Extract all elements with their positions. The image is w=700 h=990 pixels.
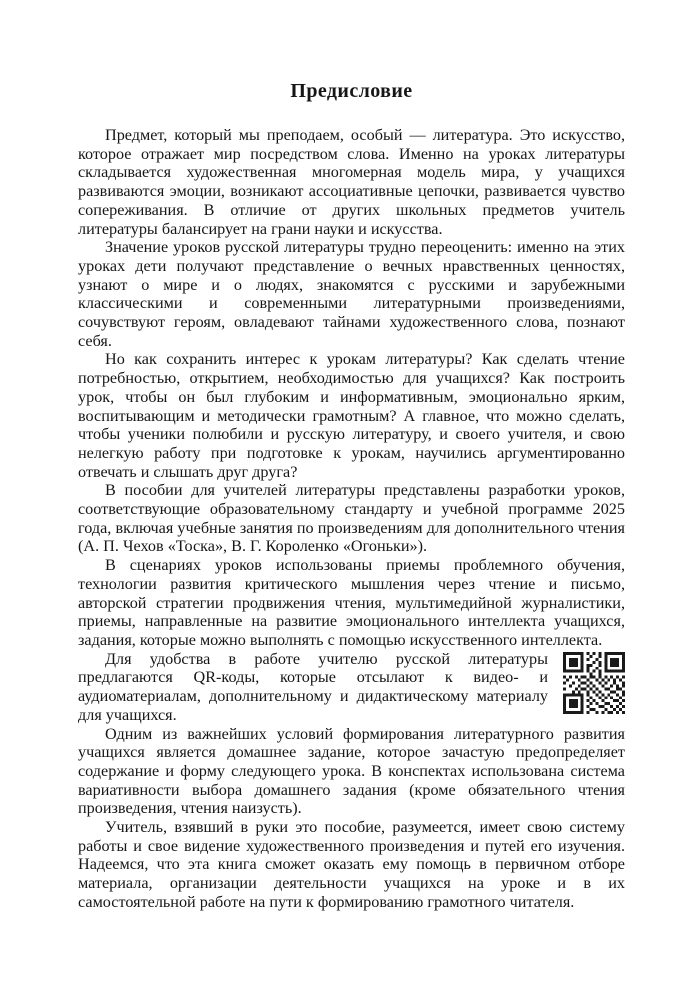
paragraph-1: Предмет, который мы преподаем, особый — литература. Это искусство, которое отражает мир посредством слова. Именно на уроках литературы складывается художественная многомерная модель мира, у учащихся развиваются эмоции, возникают ассоциативные цепочки, развивается чувство сопереживания. В отличие от других школьных предметов учитель литературы балансирует на грани науки и искусства.: [78, 126, 625, 238]
paragraph-8: Учитель, взявший в руки это пособие, разумеется, имеет свою систему работы и свое видение художественного произведения и путей его изучения. Надеемся, что эта книга сможет оказать ему помощь в первичном отборе материала, организации деятельности учащихся на уроке и в их самостоятельной работе на пути к формированию грамотного читателя.: [78, 818, 625, 911]
paragraph-6: Для удобства в работе учителю русской литературы предлагаются QR-коды, которые отсылают к видео- и аудиоматериалам, дополнительному и дидактическому материалу для учащихся.: [78, 649, 548, 724]
paragraph-7: Одним из важнейших условий формирования литературного развития учащихся является домашнее задание, которое зачастую предопределяет содержание и форму следующего урока. В конспектах использована система вариативности выбора домашнего задания (кроме обязательного чтения произведения, чтения наизусть).: [78, 724, 625, 818]
page-title: Предисловие: [290, 80, 413, 102]
paragraph-2: Значение уроков русской литературы трудно переоценить: именно на этих уроках дети получают представление о вечных нравственных ценностях, узнают о мире и о людях, знакомятся с русскими и зарубежными классическими и современными литературными произведениями, сочувствуют героям, овладевают тайнами художественного слова, познают себя.: [78, 238, 625, 350]
qr-code-icon: [563, 652, 625, 714]
paragraph-3: Но как сохранить интерес к урокам литературы? Как сделать чтение потребностью, открытием, необходимостью для учащихся? Как построить урок, чтобы он был глубоким и информативным, эмоционально ярким, воспитывающим и методически грамотным? А главное, что можно сделать, чтобы ученики полюбили и русскую литературу, и своего учителя, и свою нелегкую работу при подготовке к урокам, научились аргументированно отвечать и слышать друг друга?: [78, 350, 625, 481]
preface-body: [78, 126, 625, 912]
paragraph-4: В пособии для учителей литературы представлены разработки уроков, соответствующие образовательному стандарту и учебной программе 2025 года, включая учебные занятия по произведениям для дополнительного чтения (А. П. Чехов «Тоска», В. Г. Короленко «Огоньки»).: [78, 481, 625, 556]
paragraph-5: В сценариях уроков использованы приемы проблемного обучения, технологии развития критического мышления через чтение и письмо, авторской стратегии продвижения чтения, мультимедийной журналистики, приемы, направленные на развитие эмоционального интеллекта учащихся, задания, которые можно выполнять с помощью искусственного интеллекта.: [78, 556, 625, 649]
